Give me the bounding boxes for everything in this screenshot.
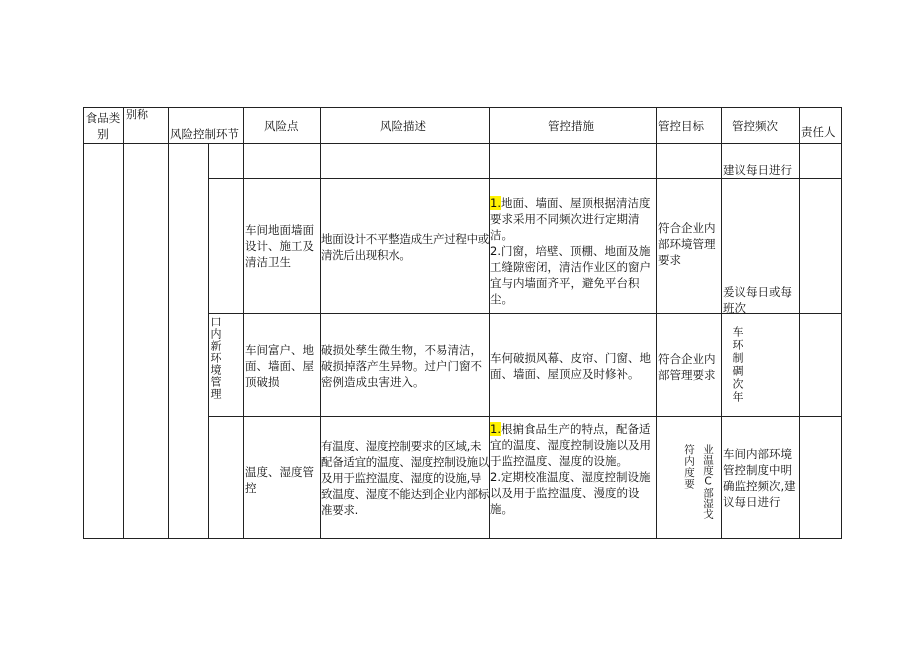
header-frequency: 管控频次 (732, 119, 778, 133)
row2-measure: 车何破损风幕、皮帘、门窗、地面、墙面、屋顶应及时修补。 (490, 351, 651, 381)
row3-frequency: 车间内部环境管控制度中明确监控频次,建议每日进行 (723, 447, 796, 509)
col-line (656, 107, 657, 539)
row1-risk-point: 车间地面墙面设计、施工及清洁卫生 (245, 223, 314, 269)
header-divider (83, 143, 842, 144)
row0-frequency: 建议每日进行 (723, 163, 792, 177)
header-food-category: 食品类别 (85, 111, 121, 141)
col-line (243, 107, 244, 539)
row-divider (208, 178, 842, 179)
row1-measure-number: 1. (490, 196, 501, 210)
col-line (721, 107, 722, 539)
row1-measures (490, 195, 654, 307)
row3-measure-1: 根掮食品生产的特点，配备适宜的温度、湿度控制设施以及用于监控温度、湿度的设施。 (490, 422, 651, 468)
header-target: 管控目标 (658, 119, 704, 133)
row2-risk-point: 车间富户、地面、墙面、屋顶破损 (245, 343, 314, 389)
table-border-top (83, 107, 842, 108)
section-label: 口内新环境管理 (209, 316, 222, 400)
header-measures: 管控措施 (548, 119, 594, 133)
row3-risk-point: 温度、湿度管控 (245, 465, 314, 495)
header-category-name: 别称 (126, 108, 148, 121)
header-risk-desc: 风险描述 (380, 119, 426, 133)
col-line (168, 107, 169, 539)
col-line (83, 107, 84, 539)
row2-target: 符合企业内部管理要求 (658, 352, 716, 382)
col-line (799, 107, 800, 539)
header-risk-point: 风险点 (264, 119, 299, 133)
header-owner: 责任人 (801, 125, 836, 139)
row1-risk-desc: 地面设计不平整造成生产过程中或清洗后出现积水。 (321, 232, 489, 262)
row3-target-col1: 符内度要 (683, 444, 695, 490)
col-line (841, 107, 842, 539)
col-line (123, 107, 124, 539)
row1-target: 符合企业内部环境管理要求 (658, 221, 716, 267)
row3-measure-number: 1. (490, 422, 501, 436)
row2-risk-desc: 破损处孳生微生物，不易清洁，破损掉落产生异物。过户门窗不密例造成虫害进入。 (321, 343, 482, 389)
row-divider (208, 416, 842, 417)
row3-measures (490, 421, 654, 517)
header-risk-step: 风险控制环节 (170, 127, 239, 141)
row1-frequency: 爰议每日或每班次 (723, 285, 792, 315)
row1-measure-2: 2.门窗，培壁、顶棚、地面及施工缝隙密闭，清洁作业区的窗户宜与内墙面齐平，避免平台积尘。 (490, 244, 651, 306)
row3-risk-desc: 有温度、湿度控制要求的区域,未配备适宜的温度、湿度控制设施以及用于监控温度、湿度的设施,导致温度、湿度不能达到企业内部标准要求. (321, 439, 489, 517)
row1-measure-1: 地面、墙面、屋顶根据清洁度要求采用不同频次进行定期清洁。 (490, 196, 651, 242)
row2-frequency: 车环制碉次年 (731, 326, 744, 404)
row3-measure-2: 2.定期校准温度、湿度控制设施以及用于监控温度、漫度的设施。 (490, 470, 651, 516)
table-border-bottom (83, 538, 842, 539)
row3-target-col2: 业温度C部湿戈 (702, 444, 714, 519)
